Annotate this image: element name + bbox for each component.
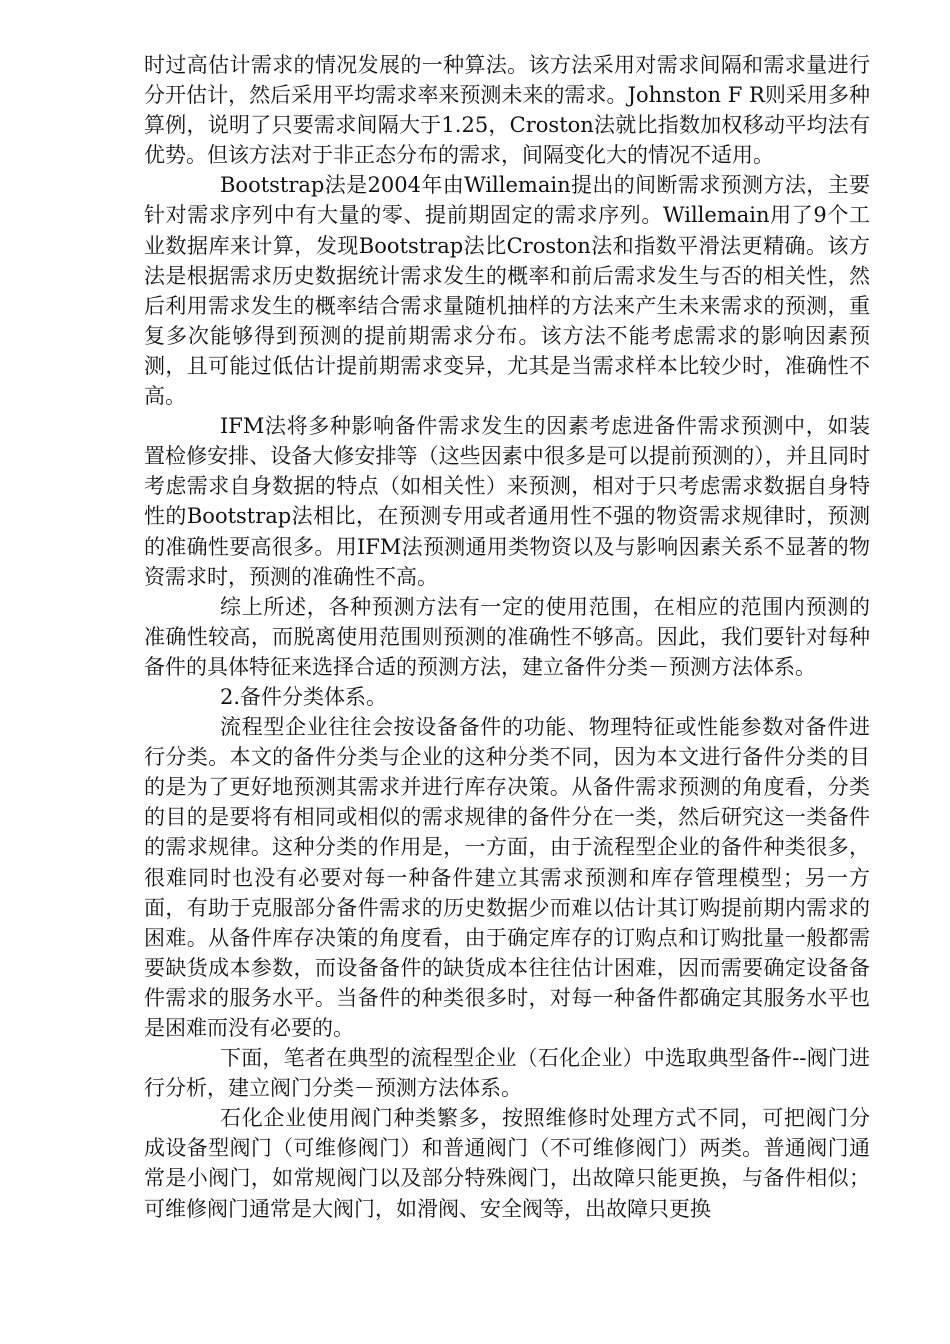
document-page bbox=[144, 50, 870, 1224]
paragraph-valve-analysis-intro: 下面，笔者在典型的流程型企业（石化企业）中选取典型备件--阀门进行分析，建立阀门分类－预测方法体系。 bbox=[144, 1046, 870, 1101]
paragraph-bootstrap-method: Bootstrap法是2004年由Willemain提出的间断需求预测方法，主要针对需求序列中有大量的零、提前期固定的需求序列。Willemain用了9个工业数据库来计算，发现Bootstrap法比Croston法和指数平滑法更精确。该方法是根据需求历史数据统计需求发生的概率和前后需求发生与否的相关性，然后利用需求发生的概率结合需求量随机抽样的方法来产生未来需求的预测，重复多次能够得到预测的提前期需求分布。该方法不能考虑需求的影响因素预测，且可能过低估计提前期需求变异，尤其是当需求样本比较少时，准确性不高。 bbox=[144, 173, 870, 409]
paragraph-summary: 综上所述，各种预测方法有一定的使用范围，在相应的范围内预测的准确性较高，而脱离使用范围则预测的准确性不够高。因此，我们要针对每种备件的具体特征来选择合适的预测方法，建立备件分类－预测方法体系。 bbox=[144, 594, 870, 679]
section-heading-spare-parts-classification: 2.备件分类体系。 bbox=[220, 684, 388, 709]
paragraph-croston-continuation: 时过高估计需求的情况发展的一种算法。该方法采用对需求间隔和需求量进行分开估计，然后采用平均需求率来预测未来的需求。Johnston F R则采用多种算例，说明了只要需求间隔大于1.25，Croston法就比指数加权移动平均法有优势。但该方法对于非正态分布的需求，间隔变化大的情况不适用。 bbox=[144, 53, 870, 168]
paragraph-valve-types: 石化企业使用阀门种类繁多，按照维修时处理方式不同，可把阀门分成设备型阀门（可维修阀门）和普通阀门（不可维修阀门）两类。普通阀门通常是小阀门，如常规阀门以及部分特殊阀门，出故障只能更换，与备件相似；可维修阀门通常是大阀门，如滑阀、安全阀等，出故障只更换 bbox=[144, 1106, 870, 1221]
paragraph-classification-purpose: 流程型企业往往会按设备备件的功能、物理特征或性能参数对备件进行分类。本文的备件分类与企业的这种分类不同，因为本文进行备件分类的目的是为了更好地预测其需求并进行库存决策。从备件需求预测的角度看，分类的目的是要将有相同或相似的需求规律的备件分在一类，然后研究这一类备件的需求规律。这种分类的作用是，一方面，由于流程型企业的备件种类很多，很难同时也没有必要对每一种备件建立其需求预测和库存管理模型；另一方面，有助于克服部分备件需求的历史数据少而难以估计其订购提前期内需求的困难。从备件库存决策的角度看，由于确定库存的订购点和订购批量一般都需要缺货成本参数，而设备备件的缺货成本往往估计困难，因而需要确定设备备件需求的服务水平。当备件的种类很多时，对每一种备件都确定其服务水平也是困难而没有必要的。 bbox=[144, 715, 870, 1040]
paragraph-ifm-method: IFM法将多种影响备件需求发生的因素考虑进备件需求预测中，如装置检修安排、设备大修安排等（这些因素中很多是可以提前预测的），并且同时考虑需求自身数据的特点（如相关性）来预测，相对于只考虑需求数据自身特性的Bootstrap法相比，在预测专用或者通用性不强的物资需求规律时，预测的准确性要高很多。用IFM法预测通用类物资以及与影响因素关系不显著的物资需求时，预测的准确性不高。 bbox=[144, 414, 870, 589]
